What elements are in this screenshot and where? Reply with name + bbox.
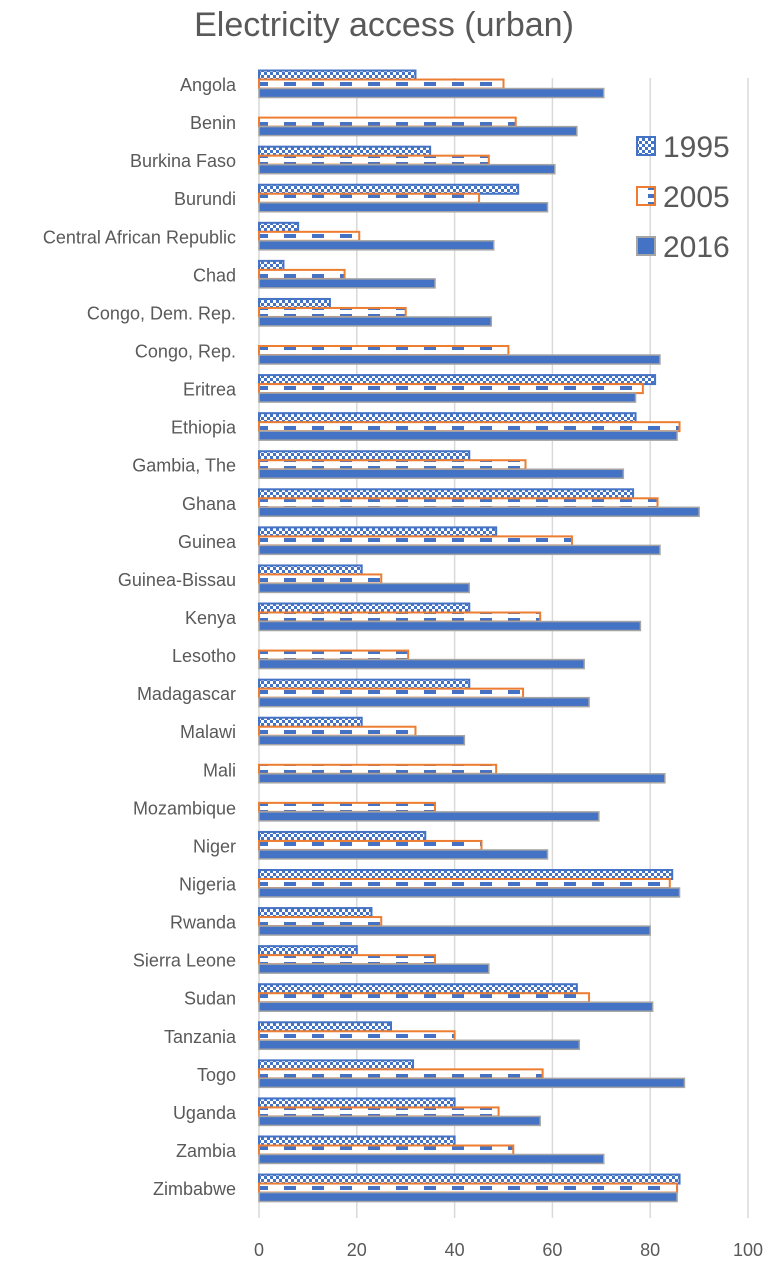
- bar-ethiopia-2016: [259, 431, 677, 440]
- category-label-mali: Mali: [202, 760, 236, 781]
- legend-label-2005: 2005: [663, 181, 730, 214]
- bar-nigeria-2005: [259, 879, 670, 888]
- category-label-angola: Angola: [179, 75, 236, 96]
- category-label-zambia: Zambia: [175, 1140, 236, 1161]
- category-label-benin: Benin: [189, 113, 236, 134]
- bar-zambia-2016: [259, 1154, 604, 1163]
- bar-nigeria-2016: [259, 888, 680, 897]
- bar-eritrea-2016: [259, 393, 636, 402]
- bar-tanzania-2016: [259, 1040, 579, 1049]
- bar-zimbabwe-2016: [259, 1193, 677, 1202]
- bar-angola-2005: [259, 80, 504, 89]
- bar-niger-1995: [259, 832, 425, 841]
- bar-kenya-2005: [259, 613, 540, 622]
- category-label-zimbabwe: Zimbabwe: [152, 1179, 236, 1200]
- category-label-eritrea: Eritrea: [182, 379, 236, 400]
- category-label-tanzania: Tanzania: [163, 1026, 236, 1047]
- bar-lesotho-2005: [259, 651, 408, 660]
- category-label-nigeria: Nigeria: [178, 874, 236, 895]
- category-label-chad: Chad: [192, 265, 236, 286]
- category-label-central-african-republic: Central African Republic: [42, 227, 236, 248]
- bar-malawi-2016: [259, 736, 464, 745]
- bar-rwanda-2016: [259, 926, 650, 935]
- bar-congo-dem-rep-1995: [259, 299, 330, 308]
- bar-congo-rep-2016: [259, 355, 660, 364]
- bar-congo-rep-2005: [259, 346, 508, 355]
- bar-rwanda-2005: [259, 917, 381, 926]
- bar-sierra-leone-2005: [259, 955, 435, 964]
- category-label-ghana: Ghana: [181, 493, 236, 514]
- bar-benin-2016: [259, 127, 577, 136]
- bar-nigeria-1995: [259, 870, 672, 879]
- bar-guinea-1995: [259, 527, 496, 536]
- x-tick-label-40: 40: [444, 1240, 465, 1260]
- bar-togo-1995: [259, 1060, 413, 1069]
- category-label-togo: Togo: [196, 1064, 236, 1085]
- bar-kenya-2016: [259, 622, 640, 631]
- bar-uganda-2016: [259, 1116, 540, 1125]
- bar-burkina-faso-2005: [259, 156, 489, 165]
- bar-burundi-1995: [259, 185, 518, 194]
- category-label-burkina-faso: Burkina Faso: [129, 151, 236, 172]
- bar-lesotho-2016: [259, 660, 584, 669]
- bar-gambia-the-2005: [259, 460, 526, 469]
- category-label-mozambique: Mozambique: [132, 798, 236, 819]
- category-label-guinea-bissau: Guinea-Bissau: [117, 569, 236, 590]
- legend: [637, 131, 730, 264]
- bar-zambia-1995: [259, 1136, 455, 1145]
- bar-uganda-1995: [259, 1098, 455, 1107]
- bar-central-african-republic-2016: [259, 241, 494, 250]
- bar-zambia-2005: [259, 1145, 513, 1154]
- bar-togo-2005: [259, 1069, 543, 1078]
- x-tick-label-100: 100: [732, 1240, 764, 1260]
- category-label-gambia-the: Gambia, The: [132, 455, 236, 476]
- category-label-congo-dem-rep: Congo, Dem. Rep.: [86, 303, 236, 324]
- bar-tanzania-1995: [259, 1022, 391, 1031]
- bar-niger-2016: [259, 850, 548, 859]
- legend-label-2016: 2016: [663, 231, 730, 264]
- bar-congo-dem-rep-2005: [259, 308, 406, 317]
- bar-ghana-2016: [259, 507, 699, 516]
- bar-malawi-1995: [259, 718, 362, 727]
- bar-ethiopia-1995: [259, 413, 636, 422]
- bar-kenya-1995: [259, 604, 469, 613]
- category-label-congo-rep: Congo, Rep.: [134, 341, 236, 362]
- bar-sierra-leone-1995: [259, 946, 357, 955]
- bar-togo-2016: [259, 1078, 684, 1087]
- bar-tanzania-2005: [259, 1031, 455, 1040]
- category-labels: [43, 75, 237, 1199]
- bar-madagascar-2016: [259, 698, 589, 707]
- bar-guinea-bissau-2016: [259, 583, 469, 592]
- bar-gambia-the-2016: [259, 469, 623, 478]
- category-label-rwanda: Rwanda: [169, 912, 236, 933]
- bar-burundi-2016: [259, 203, 548, 212]
- bar-sierra-leone-2016: [259, 964, 489, 973]
- bars: [259, 71, 699, 1202]
- category-label-madagascar: Madagascar: [136, 684, 236, 705]
- legend-swatch-2016: [637, 237, 655, 255]
- bar-ghana-2005: [259, 498, 658, 507]
- bar-sudan-1995: [259, 984, 577, 993]
- bar-uganda-2005: [259, 1107, 499, 1116]
- category-label-uganda: Uganda: [172, 1102, 236, 1123]
- bar-guinea-2016: [259, 545, 660, 554]
- legend-swatch-1995: [637, 137, 655, 155]
- x-tick-label-60: 60: [542, 1240, 563, 1260]
- category-label-sudan: Sudan: [183, 988, 236, 1009]
- bar-madagascar-2005: [259, 689, 523, 698]
- bar-central-african-republic-2005: [259, 232, 359, 241]
- category-label-sierra-leone: Sierra Leone: [132, 950, 236, 971]
- bar-sudan-2016: [259, 1002, 653, 1011]
- bar-angola-2016: [259, 89, 604, 98]
- bar-burkina-faso-2016: [259, 165, 555, 174]
- x-tick-label-80: 80: [640, 1240, 661, 1260]
- category-label-malawi: Malawi: [179, 722, 236, 743]
- legend-label-1995: 1995: [663, 131, 730, 164]
- bar-eritrea-2005: [259, 384, 643, 393]
- x-tick-label-0: 0: [253, 1240, 265, 1260]
- bar-guinea-2005: [259, 536, 572, 545]
- bar-congo-dem-rep-2016: [259, 317, 491, 326]
- bar-ghana-1995: [259, 489, 633, 498]
- bar-eritrea-1995: [259, 375, 655, 384]
- category-label-guinea: Guinea: [177, 531, 236, 552]
- x-tick-label-20: 20: [346, 1240, 367, 1260]
- bar-chad-2005: [259, 270, 345, 279]
- bar-chad-2016: [259, 279, 435, 288]
- bar-benin-2005: [259, 118, 516, 127]
- bar-malawi-2005: [259, 727, 415, 736]
- category-label-kenya: Kenya: [184, 608, 236, 629]
- bar-sudan-2005: [259, 993, 589, 1002]
- bar-burkina-faso-1995: [259, 147, 430, 156]
- bar-madagascar-1995: [259, 680, 469, 689]
- bar-mozambique-2005: [259, 803, 435, 812]
- bar-mali-2016: [259, 774, 665, 783]
- bar-niger-2005: [259, 841, 481, 850]
- bar-gambia-the-1995: [259, 451, 469, 460]
- bar-ethiopia-2005: [259, 422, 680, 431]
- bar-guinea-bissau-2005: [259, 574, 381, 583]
- chart-title: Electricity access (urban): [194, 6, 574, 44]
- category-label-ethiopia: Ethiopia: [170, 417, 236, 438]
- category-label-burundi: Burundi: [173, 189, 236, 210]
- bar-chad-1995: [259, 261, 283, 270]
- category-label-lesotho: Lesotho: [171, 646, 236, 667]
- bar-mali-2005: [259, 765, 496, 774]
- bar-burundi-2005: [259, 194, 479, 203]
- bar-zimbabwe-1995: [259, 1175, 680, 1184]
- bar-mozambique-2016: [259, 812, 599, 821]
- bar-zimbabwe-2005: [259, 1184, 677, 1193]
- category-label-niger: Niger: [192, 836, 236, 857]
- bar-central-african-republic-1995: [259, 223, 298, 232]
- legend-swatch-2005: [637, 187, 655, 205]
- bar-angola-1995: [259, 71, 415, 80]
- x-axis-tick-labels: [254, 1240, 763, 1260]
- bar-guinea-bissau-1995: [259, 565, 362, 574]
- bar-rwanda-1995: [259, 908, 371, 917]
